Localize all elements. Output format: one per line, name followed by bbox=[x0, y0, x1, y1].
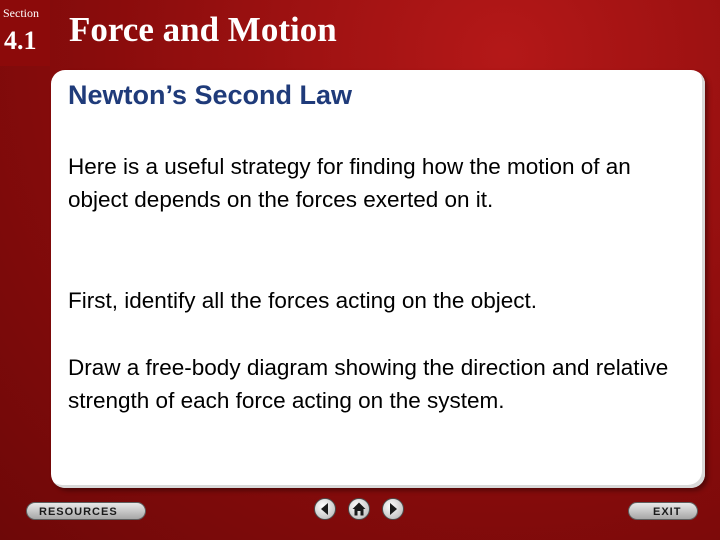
paragraph-free-body-diagram: Draw a free-body diagram showing the direction and relative strength of each force acting on the system. bbox=[68, 355, 669, 413]
home-icon bbox=[351, 501, 367, 517]
resources-button[interactable]: RESOURCES bbox=[26, 502, 146, 520]
section-label: Section bbox=[3, 6, 39, 20]
exit-button[interactable]: EXIT bbox=[628, 502, 698, 520]
slide-heading: Newton’s Second Law bbox=[68, 80, 353, 110]
section-number: 4.1 bbox=[4, 26, 37, 55]
back-arrow-icon bbox=[317, 501, 333, 517]
content-panel bbox=[51, 70, 705, 488]
next-arrow-icon bbox=[385, 501, 401, 517]
paragraph-strategy: Here is a useful strategy for finding how the motion of an object depends on the forces exerted on it. bbox=[68, 154, 631, 212]
back-button[interactable] bbox=[314, 498, 336, 520]
page-title: Force and Motion bbox=[69, 10, 337, 49]
paragraph-identify-forces: First, identify all the forces acting on the object. bbox=[68, 288, 537, 313]
next-button[interactable] bbox=[382, 498, 404, 520]
home-button[interactable] bbox=[348, 498, 370, 520]
section-tag bbox=[0, 0, 50, 66]
